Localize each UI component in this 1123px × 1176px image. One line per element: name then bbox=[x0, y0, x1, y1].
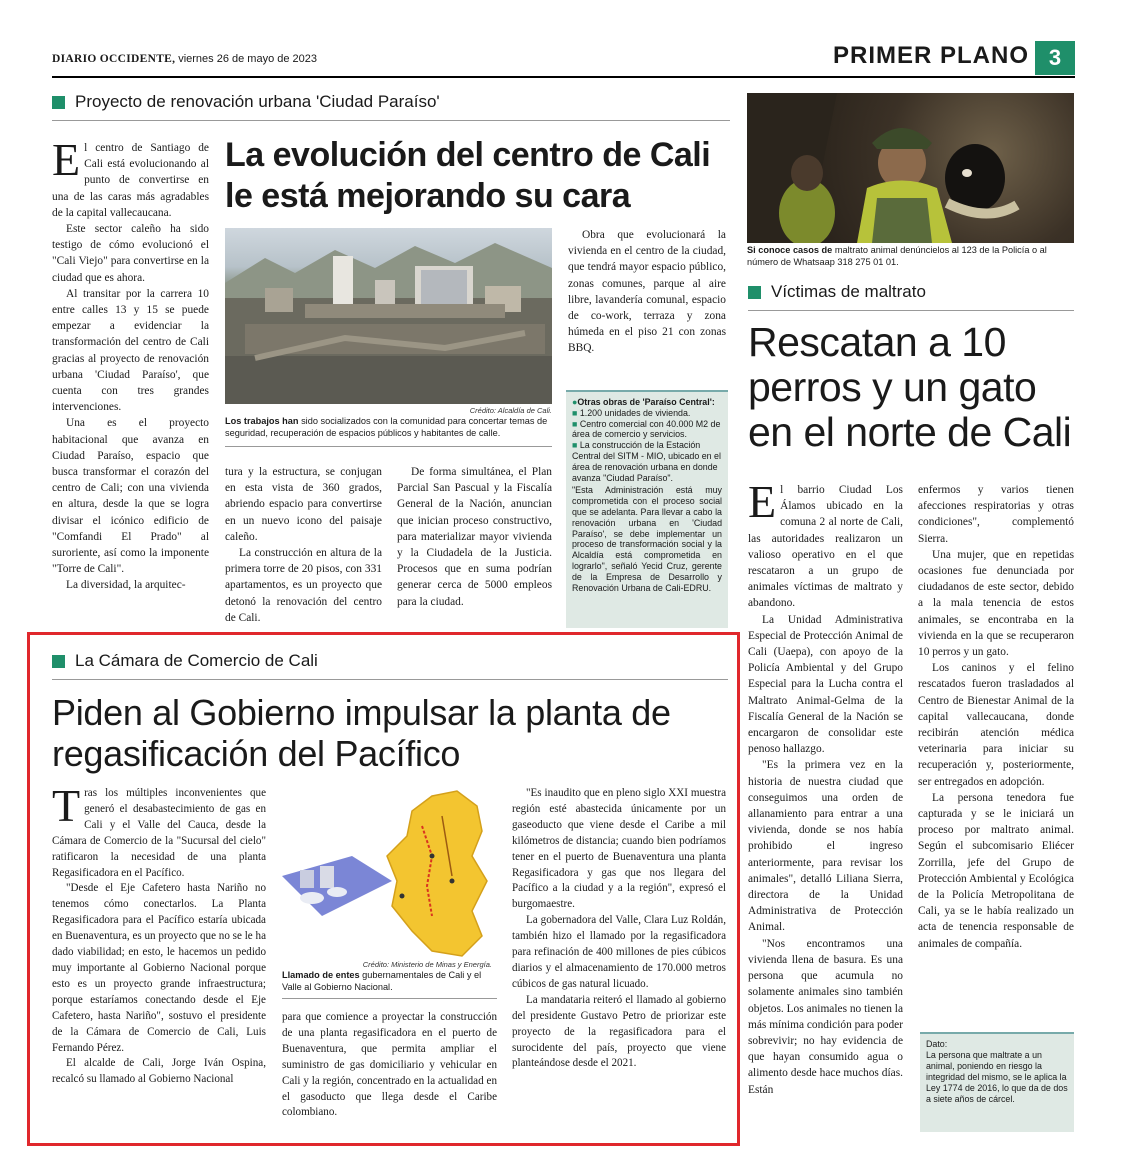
story1-dropcap: E bbox=[52, 134, 81, 185]
story2-col1-p3: "Es la primera vez en la historia de nuestra ciudad que conseguimos una orden de allanamiento para entrar a una vivienda, donde se nos había prohibido el ingreso anteriormente, para revisar los animales", detalló Liliana Sierra, directora de la Unidad Administrativa de Protección Animal. bbox=[748, 759, 903, 934]
story2-kicker bbox=[748, 282, 1074, 302]
sidebar-quote: "Esta Administración está muy comprometida con el proceso social que se adelanta. Para llevar a cabo la renovación urbana en 'Ciudad Paraíso', se debe implementar un proceso de transformación social y la Alcaldía está comprometida en lograrlo", señaló Yecid Cruz, gerente de la Empresa de Desarrollo y Renovación Urbana de Cali-EDRU. bbox=[572, 485, 722, 593]
story3-col1 bbox=[52, 780, 266, 1088]
city-photo-caption-text: sido socializados con la comunidad para concertar temas de seguridad, recuperación de espacios públicos y habitantes de calle. bbox=[225, 416, 548, 438]
story1-col-right-top bbox=[568, 227, 726, 357]
story2-col1-p1: l barrio Ciudad Los Álamos ubicado en la comuna 2 al norte de Cali, las autoridades realizaron un valioso operativo en el que rescataron a un grupo de animales víctimas de maltrato y abandono. bbox=[748, 484, 903, 610]
paper-dateline bbox=[52, 53, 317, 65]
sidebar-bullet-icon: ● bbox=[572, 397, 578, 407]
story3-col3-p1: "Es inaudito que en pleno siglo XXI muestra región esté abastecida únicamente por un gaseoducto que viene desde el Caribe a mil kilómetros de distancia; cuando bien podríamos tener en el puerto de Buenaventura una planta Regasificadora y gas que nos llegara del Pacífico a la ciudad y a la región", expresó el burgomaestre. bbox=[512, 787, 726, 911]
story1-col1-p5: La diversidad, la arquitec- bbox=[66, 579, 186, 592]
city-illustration bbox=[225, 228, 552, 404]
sidebar-title bbox=[572, 397, 722, 408]
police-photo bbox=[747, 93, 1074, 243]
story1-headline: La evolución del centro de Cali le está mejorando su cara bbox=[225, 136, 711, 215]
story2-col1-p2: La Unidad Administrativa Especial de Protección Animal de Cali (Uaepa), con apoyo de la Policía Ambiental y del Grupo Especial para la Lucha contra el Maltrato Animal-Gelma de la Fiscalía General de la Nación se encargaron de consolidar este penoso hallazgo. bbox=[748, 613, 903, 756]
story2-kicker-text: Víctimas de maltrato bbox=[771, 282, 926, 301]
kicker-square-icon bbox=[52, 96, 65, 109]
note-text: La persona que maltrate a un animal, poniendo en riesgo la integridad del mismo, se le aplica la Ley 1774 de 2016, lo que da de dos a siete años de cárcel. bbox=[926, 1050, 1068, 1104]
section-title: PRIMER PLANO bbox=[832, 42, 1029, 69]
story1-kicker-rule bbox=[52, 120, 730, 121]
square-bullet-icon: ■ bbox=[572, 440, 580, 451]
story3-dropcap: T bbox=[52, 780, 81, 831]
sidebar-title-text: Otras obras de 'Paraíso Central': bbox=[577, 397, 715, 407]
story3-col1-p2: "Desde el Eje Cafetero hasta Nariño no tenemos cómo conectarlos. La Planta Regasificadora para el Pacífico estaría ubicada en Buenaventura, es un proyecto que no se le ha dado viabilidad; en esto, le hacemos un pedido muy importante al Gobierno Nacional porque esto es un proyecto grande infraestructura; porque estaríamos conectando desde el Eje Cafetero, hasta Nariño", sostuvo el presidente de la Cámara de Comercio de Cali, Luis Fernando Pérez. bbox=[52, 882, 266, 1054]
story1-col1-p1: l centro de Santiago de Cali está evolucionando al punto de convertirse en una de las caras más agradables de la capital vallecaucana. bbox=[52, 142, 209, 219]
story2-note bbox=[920, 1032, 1074, 1132]
story3-kicker bbox=[52, 651, 728, 671]
colombia-map bbox=[282, 786, 499, 958]
city-photo bbox=[225, 228, 552, 404]
square-bullet-icon: ■ bbox=[572, 418, 580, 429]
story3-col1-p1: ras los múltiples inconvenientes que generó el desabastecimiento de gas en Cali y el Valle del Cauca, desde la Cámara de Comercio de la "Sucursal del cielo" ratificaron la necesidad de una planta Regasificadora en el Pacífico. bbox=[52, 787, 266, 879]
story1-col2 bbox=[225, 464, 382, 626]
story3-col3 bbox=[512, 786, 726, 1072]
story1-sidebar bbox=[566, 390, 728, 628]
story2-col2-p3: Los caninos y el felino rescatados fueron trasladados al Centro de Bienestar Animal de la capital vallecaucana, donde recibirán atención médica veterinaria para iniciar su recuperación y, posteriormente, ser entregados en adopción. bbox=[918, 662, 1074, 788]
page-number: 3 bbox=[1035, 41, 1075, 75]
story3-col1-p3: El alcalde de Cali, Jorge Iván Ospina, recalcó su llamado al Gobierno Nacional bbox=[52, 1057, 266, 1086]
story2-kicker-rule bbox=[748, 310, 1074, 311]
story1-col1 bbox=[52, 134, 209, 594]
story2-col2-p2: Una mujer, que en repetidas ocasiones fue denunciada por ciudadanos de este sector, debido a la mala tenencia de estos animales, se encontraba en la vivienda en la que se recuperaron 10 perros y un gato. bbox=[918, 548, 1074, 659]
issue-date: viernes 26 de mayo de 2023 bbox=[178, 53, 318, 65]
sidebar-item bbox=[572, 419, 722, 441]
sidebar-item bbox=[572, 440, 722, 483]
story1-col1-p4: Una es el proyecto habitacional que avanza en Ciudad Paraíso, espacio que busca transformar el corazón del centro de Cali; con una vivienda en altura, desde la que se logra divisar el icónico edificio de "Comfandi El Prado" al suroriente, así como la imponente "Torre de Cali". bbox=[52, 417, 209, 576]
paper-name: DIARIO OCCIDENTE, bbox=[52, 53, 176, 65]
story1-kicker bbox=[52, 92, 732, 112]
gas-map-illustration bbox=[282, 786, 499, 958]
map-caption-text: gubernamentales de Cali y el Valle al Gobierno Nacional. bbox=[282, 970, 482, 992]
story3-col2 bbox=[282, 1010, 497, 1121]
city-photo-caption-lead: Los trabajos han bbox=[225, 416, 299, 426]
story1-col1-p3: Al transitar por la carrera 10 entre calles 13 y 15 se puede empezar a evidenciar la transformación del centro de Cali gracias al proyecto de renovación urbana 'Ciudad Paraíso', que cuenta con tres grandes intervenciones. bbox=[52, 287, 209, 414]
story1-kicker-text: Proyecto de renovación urbana 'Ciudad Paraíso' bbox=[75, 92, 440, 111]
story1-col3-p1: De forma simultánea, el Plan Parcial San Pascual y la Fiscalía General de la Nación, anuncian que inician proceso constructivo, para materializar mayor vivienda y la Ciudadela de la Justicia. Procesos que en suma podrían generar cerca de 5000 empleos para la ciudad. bbox=[397, 466, 552, 608]
kicker-square-icon bbox=[52, 655, 65, 668]
sidebar-item-text: La construcción de la Estación Central del SITM - MIO, ubicado en el área de renovación urbana en donde avanza "Ciudad Paraíso". bbox=[572, 440, 721, 483]
sidebar-item bbox=[572, 408, 722, 419]
story3-headline: Piden al Gobierno impulsar la planta de regasificación del Pacífico bbox=[52, 692, 671, 774]
city-photo-caption bbox=[225, 416, 552, 439]
police-photo-caption-lead: Si conoce casos de bbox=[747, 245, 833, 255]
story1-col1-p2: Este sector caleño ha sido testigo de cómo evolucionó el "Cali Viejo" para convertirse en la ciudad que es ahora. bbox=[52, 223, 209, 284]
map-caption-lead: Llamado de entes bbox=[282, 970, 360, 980]
police-photo-caption-text: maltrato animal denúncielos al 123 de la Policía o al número de Whatsaap 318 275 01 01. bbox=[747, 245, 1047, 267]
note-title: Dato: bbox=[926, 1039, 948, 1049]
story2-col2 bbox=[918, 482, 1074, 952]
story3-kicker-text: La Cámara de Comercio de Cali bbox=[75, 651, 318, 670]
map-caption bbox=[282, 970, 497, 993]
kicker-square-icon bbox=[748, 286, 761, 299]
police-dog-illustration bbox=[747, 93, 1074, 243]
city-photo-credit: Crédito: Alcaldía de Cali. bbox=[469, 406, 552, 415]
map-rule bbox=[282, 998, 497, 999]
story2-col1 bbox=[748, 476, 904, 1098]
story1-col2-p2: La construcción en altura de la primera torre de 20 pisos, con 331 apartamentos, es un proyecto que detonó la renovación del centro de Cali. bbox=[225, 547, 382, 624]
police-photo-caption bbox=[747, 245, 1074, 268]
story2-col2-p4: La persona tenedora fue capturada y se le iniciará un proceso por maltrato animal. Según el subcomisario Eliécer Zorrilla, jefe del Grupo de Protección Ambiental y Ecológica de la Policía Metropolitana de Cali, ya se le había realizado un acta de tenencia responsable de animales de compañía. bbox=[918, 791, 1074, 950]
story1-right-top-p1: Obra que evolucionará la vivienda en el centro de la ciudad, que tendrá mayor espacio público, zonas comunes, parque al aire libre, lavandería comunal, espacio de co-work, terraza y zona húmeda en el piso 21 con zonas BBQ. bbox=[568, 229, 726, 355]
story3-col2-p1: para que comience a proyectar la construcción de una planta regasificadora en el puerto de Buenaventura, que permita ampliar el suministro de gas domiciliario y vehicular en Cali y la región, concentrado en la actualidad en el gasoducto que llega desde el Caribe colombiano. bbox=[282, 1011, 497, 1119]
sidebar-item-text: Centro comercial con 40.000 M2 de área de comercio y servicios. bbox=[572, 418, 721, 440]
square-bullet-icon: ■ bbox=[572, 407, 580, 418]
masthead-rule bbox=[52, 76, 1075, 78]
sidebar-item-text: 1.200 unidades de vivienda. bbox=[579, 407, 691, 418]
story2-col1-p4: "Nos encontramos una vivienda llena de basura. Es una persona que acumula no solamente animales sino también objetos. Los animales no tienen la más mínima condición para poder sobrevivir; no hay evidencia de que hayan consumido agua o alimento desde hace muchos días. Están bbox=[748, 937, 904, 1096]
story1-col3 bbox=[397, 464, 552, 610]
map-credit: Crédito: Ministerio de Minas y Energía. bbox=[362, 960, 492, 969]
story3-col3-p2: La gobernadora del Valle, Clara Luz Roldán, también hizo el llamado por la regasificadora para refinación de 400 millones de pies cúbicos diarios y el almacenamiento de 170.000 metros cúbicos de gas natural licuado. bbox=[512, 914, 726, 990]
story2-col2-p1: enfermos y varios tienen afecciones respiratorias y otras condiciones", complementó Sierra. bbox=[918, 484, 1074, 545]
story1-col2-p1: tura y la estructura, se conjugan en esta vista de 360 grados, abriendo espacio para convertirse en un nuevo icono del paisaje caleño. bbox=[225, 466, 382, 543]
story2-dropcap: E bbox=[748, 476, 777, 527]
story3-kicker-rule bbox=[52, 679, 728, 680]
masthead bbox=[52, 42, 1075, 76]
story2-headline: Rescatan a 10 perros y un gato en el norte de Cali bbox=[748, 319, 1072, 455]
story1-mid-rule bbox=[225, 446, 552, 447]
story3-col3-p3: La mandataria reiteró el llamado al gobierno del presidente Gustavo Petro de priorizar este proyecto de la regasificadora para el surocidente del país, proyecto que viene planteándose desde el 2021. bbox=[512, 993, 726, 1070]
